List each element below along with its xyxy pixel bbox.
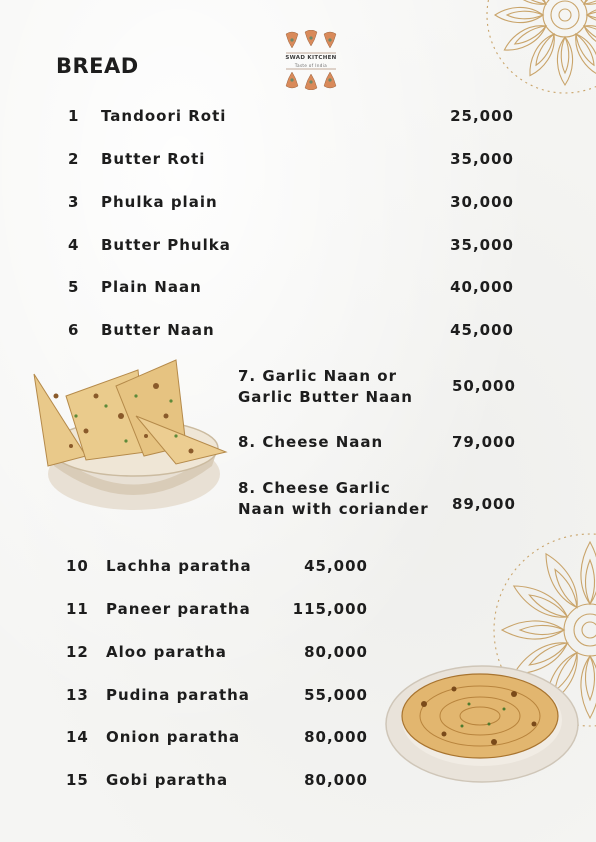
menu-item: [0, 107, 596, 127]
menu-item: [0, 557, 420, 577]
item-name: Phulka plain: [101, 193, 218, 211]
menu-item: [238, 432, 383, 453]
menu-item: [0, 686, 420, 706]
item-name: Butter Phulka: [101, 236, 231, 254]
menu-item: [0, 150, 596, 170]
item-name: Lachha paratha: [106, 557, 252, 575]
item-price: 80,000: [304, 728, 368, 746]
item-number: 10: [66, 557, 89, 575]
item-number: 12: [66, 643, 89, 661]
item-name-line1: 8. Cheese Naan: [238, 433, 384, 451]
item-price: 89,000: [452, 495, 516, 513]
naan-basket-image: [26, 356, 236, 516]
menu-item: [238, 366, 413, 408]
menu-item: [0, 278, 596, 298]
item-price: 45,000: [304, 557, 368, 575]
item-number: 11: [66, 600, 89, 618]
item-number: 1: [68, 107, 80, 125]
item-number: 6: [68, 321, 80, 339]
item-number: 13: [66, 686, 89, 704]
section-title: BREAD: [56, 54, 139, 78]
item-name: Onion paratha: [106, 728, 241, 746]
item-price: 30,000: [450, 193, 514, 211]
item-name: Plain Naan: [101, 278, 202, 296]
item-price: 79,000: [452, 433, 516, 451]
item-number: 2: [68, 150, 80, 168]
menu-item: [0, 728, 420, 748]
item-price: 50,000: [452, 377, 516, 395]
item-price: 80,000: [304, 643, 368, 661]
item-number: 14: [66, 728, 89, 746]
item-name: Pudina paratha: [106, 686, 250, 704]
paratha-plate-image: [384, 654, 584, 784]
item-price: 25,000: [450, 107, 514, 125]
item-number: 15: [66, 771, 89, 789]
menu-item: [0, 321, 596, 341]
item-name-line2: Naan with coriander: [238, 500, 429, 518]
item-name: Aloo paratha: [106, 643, 227, 661]
item-price: 35,000: [450, 236, 514, 254]
item-number: 5: [68, 278, 80, 296]
menu-item: [0, 643, 420, 663]
item-name-line2: Garlic Butter Naan: [238, 388, 413, 406]
menu-item: [0, 600, 420, 620]
item-price: 55,000: [304, 686, 368, 704]
item-price: 40,000: [450, 278, 514, 296]
item-price: 80,000: [304, 771, 368, 789]
item-name: Tandoori Roti: [101, 107, 227, 125]
item-name-line1: 7. Garlic Naan or: [238, 367, 397, 385]
item-price: 45,000: [450, 321, 514, 339]
menu-item: [0, 771, 420, 791]
menu-item: [0, 236, 596, 256]
item-number: 4: [68, 236, 80, 254]
item-name: Butter Naan: [101, 321, 215, 339]
menu-item: [0, 193, 596, 213]
logo-tagline: Taste of India: [294, 63, 328, 68]
mandala-decoration-top: [470, 0, 596, 110]
item-name: Paneer paratha: [106, 600, 251, 618]
restaurant-logo: [280, 30, 342, 90]
logo-brand-name: SWAD KITCHEN: [285, 55, 337, 61]
item-price: 115,000: [292, 600, 368, 618]
item-name-line1: 8. Cheese Garlic: [238, 479, 391, 497]
item-name: Butter Roti: [101, 150, 206, 168]
item-number: 3: [68, 193, 80, 211]
item-name: Gobi paratha: [106, 771, 229, 789]
menu-item: [238, 478, 429, 520]
item-price: 35,000: [450, 150, 514, 168]
